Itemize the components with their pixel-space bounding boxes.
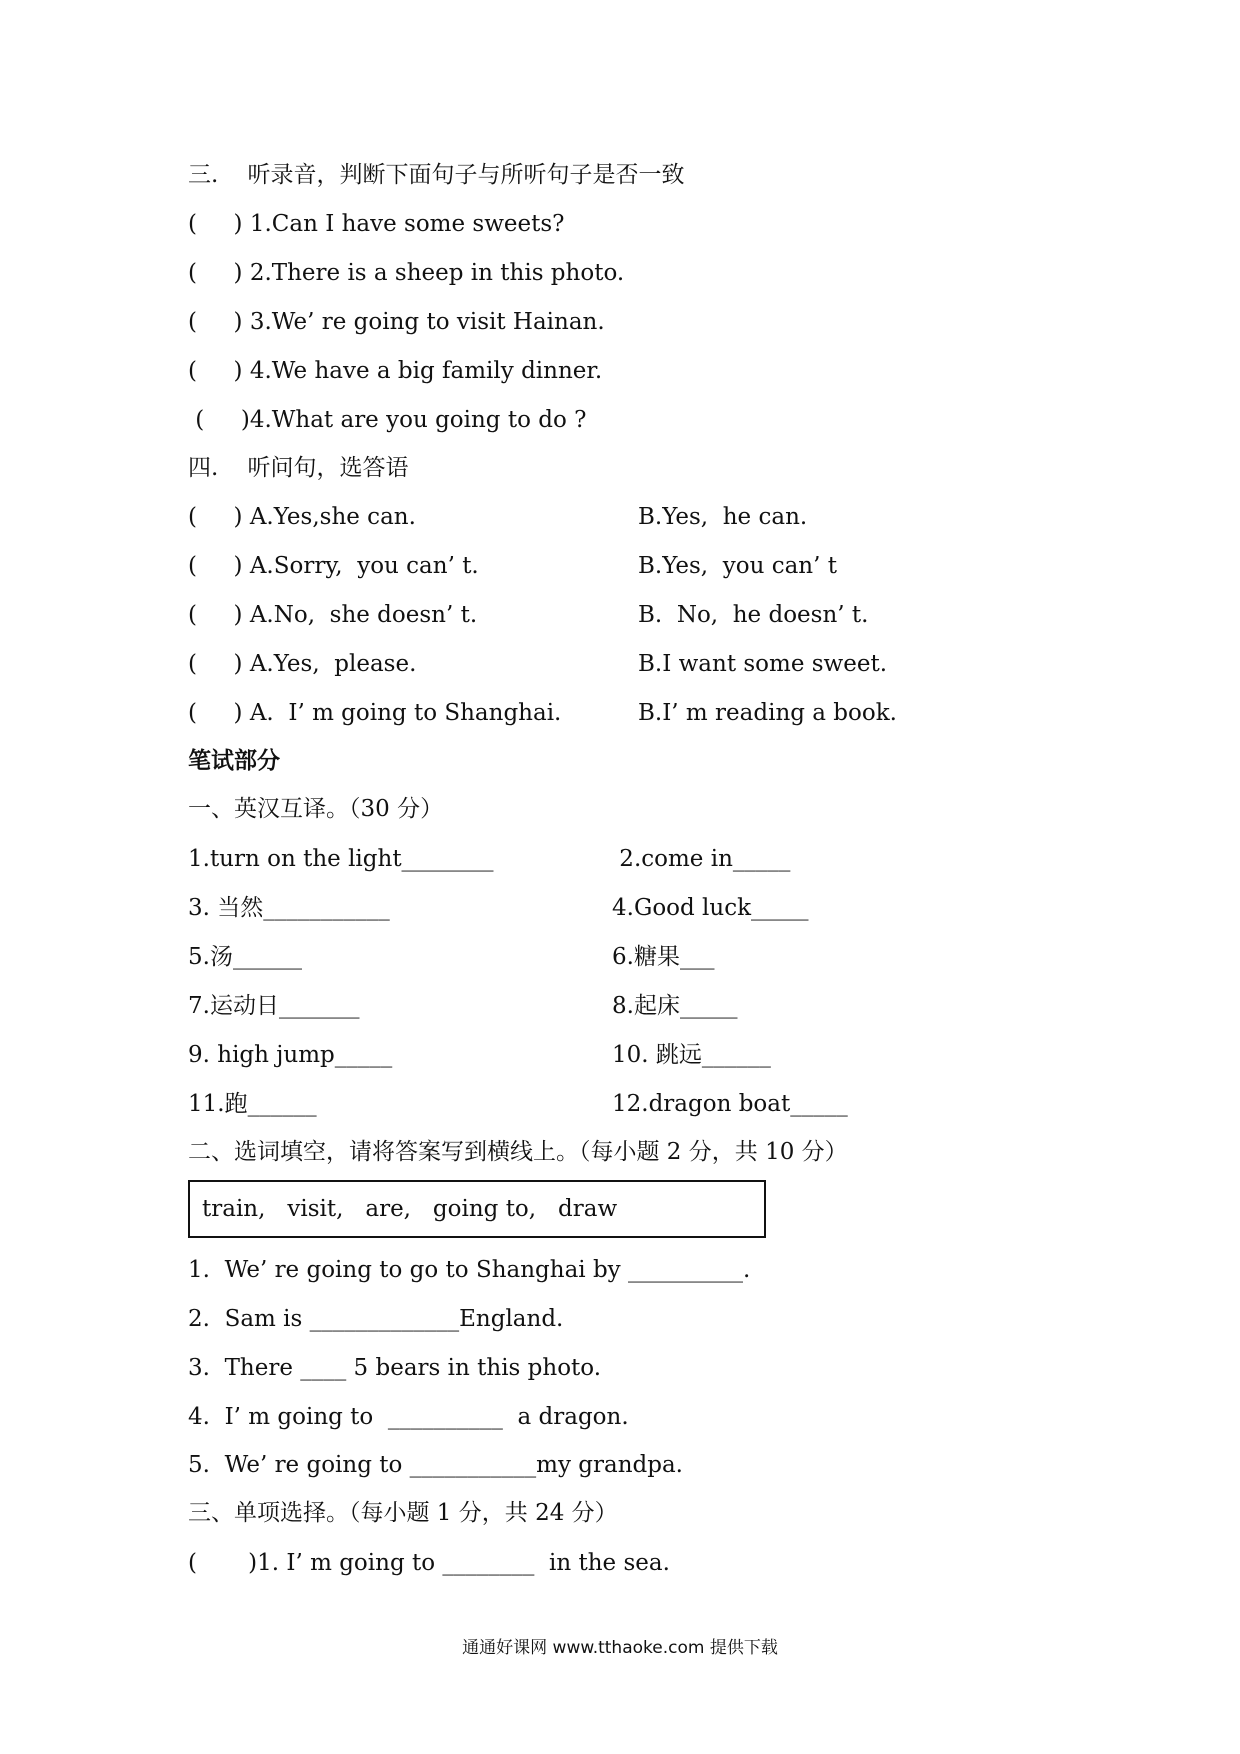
section-3-item-1: ( ) 1.Can I have some sweets? — [188, 211, 565, 237]
part-3-heading: 三、单项选择。（每小题 1 分，共 24 分） — [188, 1500, 618, 1526]
translation-item-1: 1.turn on the light________ — [188, 846, 494, 872]
section-3-item-4: ( ) 4.We have a big family dinner. — [188, 358, 603, 384]
translation-item-3: 3. 当然___________ — [188, 895, 390, 921]
page-footer: 通通好课网 www.tthaoke.com 提供下载 — [462, 1638, 778, 1658]
translation-item-8: 8.起床_____ — [612, 993, 738, 1019]
fill-blank-item-5: 5. We’ re going to ___________my grandpa. — [188, 1452, 683, 1478]
translation-item-10: 10. 跳远______ — [612, 1042, 771, 1068]
fill-blank-item-1: 1. We’ re going to go to Shanghai by __________. — [188, 1257, 751, 1283]
translation-item-12: 12.dragon boat_____ — [612, 1091, 848, 1117]
written-part-title: 笔试部分 — [188, 748, 280, 774]
section-3-heading: 三. 听录音，判断下面句子与所听句子是否一致 — [188, 162, 685, 188]
section-3-item-2: ( ) 2.There is a sheep in this photo. — [188, 260, 625, 286]
translation-item-9: 9. high jump_____ — [188, 1042, 393, 1068]
section-4-item-2-option-a: ( ) A.Sorry, you can’ t. — [188, 553, 479, 579]
section-4-item-3-option-b: B. No, he doesn’ t. — [638, 602, 869, 628]
fill-blank-item-2: 2. Sam is _____________England. — [188, 1306, 564, 1332]
part-2-heading: 二、选词填空，请将答案写到横线上。（每小题 2 分，共 10 分） — [188, 1139, 848, 1165]
section-3-item-3: ( ) 3.We’ re going to visit Hainan. — [188, 309, 605, 335]
translation-item-11: 11.跑______ — [188, 1091, 317, 1117]
multiple-choice-item-1: ( )1. I’ m going to ________ in the sea. — [188, 1550, 670, 1576]
word-bank: train, visit, are, going to, draw — [202, 1196, 618, 1222]
fill-blank-item-4: 4. I’ m going to __________ a dragon. — [188, 1404, 629, 1430]
section-4-item-3-option-a: ( ) A.No, she doesn’ t. — [188, 602, 478, 628]
section-4-item-1-option-b: B.Yes, he can. — [638, 504, 808, 530]
translation-item-6: 6.糖果___ — [612, 944, 715, 970]
section-4-item-4-option-b: B.I want some sweet. — [638, 651, 888, 677]
section-4-item-5-option-b: B.I’ m reading a book. — [638, 700, 897, 726]
section-4-heading: 四. 听问句，选答语 — [188, 455, 409, 481]
translation-item-4: 4.Good luck_____ — [612, 895, 809, 921]
fill-blank-item-3: 3. There ____ 5 bears in this photo. — [188, 1355, 602, 1381]
section-4-item-5-option-a: ( ) A. I’ m going to Shanghai. — [188, 700, 562, 726]
section-4-item-1-option-a: ( ) A.Yes,she can. — [188, 504, 416, 530]
section-4-item-4-option-a: ( ) A.Yes, please. — [188, 651, 417, 677]
translation-item-5: 5.汤______ — [188, 944, 302, 970]
section-3-item-5: ( )4.What are you going to do ? — [188, 407, 587, 433]
section-4-item-2-option-b: B.Yes, you can’ t — [638, 553, 837, 579]
part-1-heading: 一、英汉互译。（30 分） — [188, 796, 444, 822]
translation-item-2: 2.come in_____ — [612, 846, 791, 872]
translation-item-7: 7.运动日_______ — [188, 993, 360, 1019]
word-bank-box — [188, 1180, 766, 1238]
